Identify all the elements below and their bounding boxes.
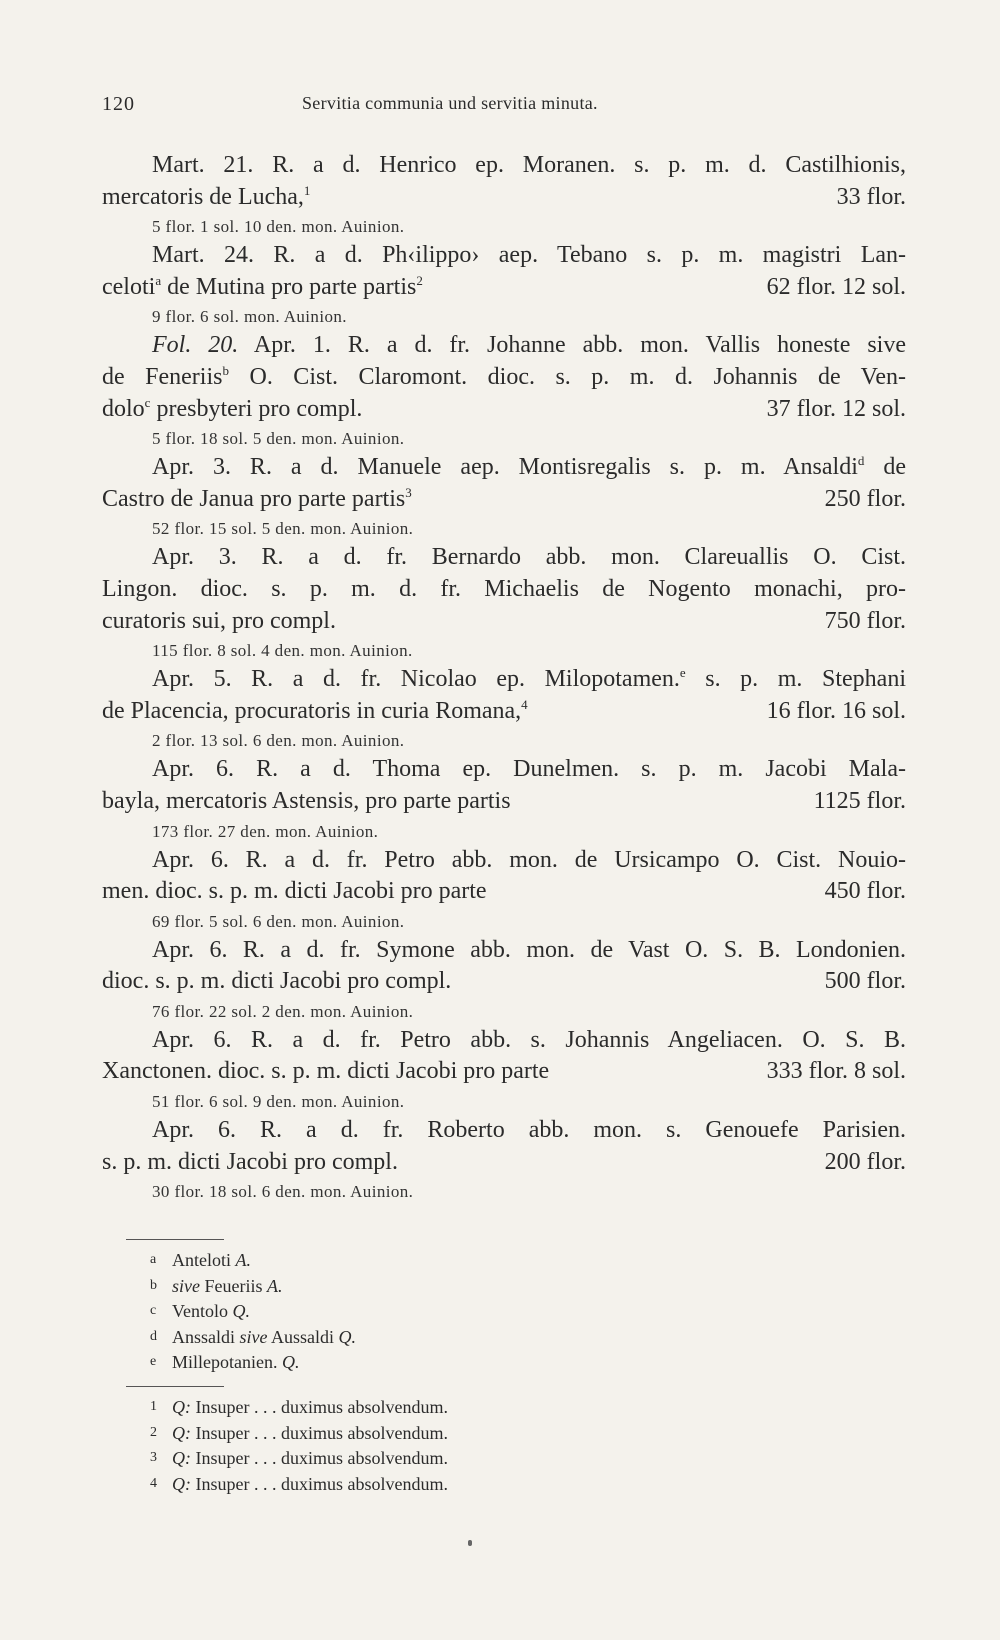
line-text: de Feneriis	[102, 363, 223, 390]
entry-line	[102, 574, 906, 606]
line-text: Castro de Janua pro parte partis	[102, 485, 406, 512]
footnote	[150, 1349, 650, 1375]
minuta-amount: 115 flor. 8 sol. 4 den. mon. Auinion.	[152, 641, 413, 661]
entry-line	[102, 876, 906, 908]
footnote-text: Millepotanien.	[172, 1352, 282, 1372]
note-marker: b	[222, 362, 229, 378]
entry-line	[102, 182, 906, 214]
footnote-marker: 4	[150, 1475, 157, 1491]
footnote-text: Q:	[172, 1448, 191, 1468]
explanatory-notes	[150, 1394, 650, 1496]
entry-text	[102, 606, 336, 638]
entry-line	[102, 362, 906, 394]
line-text: mercatoris de Lucha,	[102, 183, 304, 210]
folio-reference: Fol. 20.	[152, 332, 239, 359]
minuta-amount: 2 flor. 13 sol. 6 den. mon. Auinion.	[152, 731, 405, 751]
amount: 250 flor.	[824, 485, 906, 512]
line-text: O. Cist. Claromont. dioc. s. p. m. d. Johannis de Ven-	[228, 363, 906, 390]
entry-text	[102, 1147, 398, 1179]
minuta-amount: 173 flor. 27 den. mon. Auinion.	[152, 821, 379, 841]
entry-line	[102, 966, 906, 998]
entry-line	[102, 394, 906, 426]
line-text: s. p. m. dicti Jacobi pro compl.	[102, 1148, 398, 1175]
minuta-amount: 52 flor. 15 sol. 5 den. mon. Auinion.	[152, 519, 414, 539]
entry-text	[102, 876, 487, 908]
footnote-marker: 1	[150, 1399, 157, 1414]
footnote	[150, 1420, 650, 1446]
footnote-marker: d	[150, 1328, 157, 1344]
page-number: 120	[102, 93, 135, 115]
minuta-amount: 51 flor. 6 sol. 9 den. mon. Auinion.	[152, 1092, 405, 1112]
footnote-text: Feueriis	[199, 1275, 267, 1296]
entry-text	[152, 756, 906, 782]
line-text: Apr. 3. R. a d. Manuele aep. Montisregalis s. p. m. Ansaldi	[152, 454, 858, 481]
line-text: Apr. 3. R. a d. fr. Bernardo abb. mon. Clareuallis O. Cist.	[152, 544, 906, 571]
entry-text	[102, 966, 451, 998]
line-text: de	[864, 454, 906, 481]
entry	[102, 1115, 906, 1205]
note-marker: a	[155, 272, 162, 288]
entry	[102, 935, 906, 1025]
entry-text	[102, 364, 906, 390]
note-marker: 2	[416, 272, 423, 288]
entry-line	[102, 696, 906, 728]
entry-text	[102, 786, 511, 818]
line-text: Xanctonen. dioc. s. p. m. dicti Jacobi pro parte	[102, 1058, 550, 1085]
line-text: s. p. m. Stephani	[685, 666, 907, 693]
amount: 200 flor.	[824, 1148, 906, 1175]
entry-line	[102, 1056, 906, 1088]
amount: 333 flor. 8 sol.	[766, 1058, 906, 1085]
footnote	[150, 1445, 650, 1471]
footnote-text: A.	[266, 1275, 283, 1296]
entry	[102, 845, 906, 935]
amount: 33 flor.	[836, 183, 906, 210]
entry	[102, 542, 906, 664]
footnote-text: Ventolo	[172, 1301, 233, 1321]
entry	[102, 150, 906, 240]
entry-line	[102, 606, 906, 638]
line-text: Apr. 6. R. a d. fr. Petro abb. mon. de Ursicampo O. Cist. Nouio-	[152, 846, 906, 873]
note-marker: e	[679, 665, 686, 681]
textual-notes	[150, 1247, 650, 1375]
minuta-amount: 69 flor. 5 sol. 6 den. mon. Auinion.	[152, 911, 405, 931]
line-text: Apr. 6. R. a d. Thoma ep. Dunelmen. s. p. m. Jacobi Mala-	[152, 756, 906, 783]
footnote-text: sive	[239, 1326, 268, 1347]
entry-line	[102, 845, 906, 877]
line-text: bayla, mercatoris Astensis, pro parte partis	[102, 787, 511, 814]
entries-list	[102, 150, 906, 1205]
entry-text	[152, 544, 906, 570]
entry-text	[102, 182, 310, 214]
line-text: Mart. 24. R. a d. Ph‹ilippo› aep. Tebano s. p. m. magistri Lan-	[152, 242, 906, 269]
entry-line	[102, 664, 906, 696]
line-text: de Placencia, procuratoris in curia Romana,	[102, 697, 522, 724]
footnote-text: A.	[235, 1250, 251, 1270]
entry	[102, 1025, 906, 1115]
footnote-text: Insuper . . . duximus absolvendum.	[191, 1422, 448, 1443]
line-text: men. dioc. s. p. m. dicti Jacobi pro parte	[102, 878, 487, 905]
minuta-amount: 9 flor. 6 sol. mon. Auinion.	[152, 307, 347, 327]
minuta-amount: 5 flor. 1 sol. 10 den. mon. Auinion.	[152, 217, 405, 237]
footnote-text: Q:	[172, 1397, 191, 1417]
footnote-text: Q:	[172, 1422, 191, 1443]
amount: 750 flor.	[824, 607, 906, 634]
footnote	[150, 1471, 650, 1497]
entry-text	[152, 242, 906, 268]
entry-line	[102, 330, 906, 362]
footnote-divider	[126, 1239, 224, 1240]
footnote	[150, 1394, 650, 1420]
note-marker: 3	[405, 484, 412, 500]
note-marker: d	[857, 453, 865, 469]
entry-line	[102, 150, 906, 182]
footnote-marker: 2	[150, 1424, 157, 1440]
entry-line	[102, 484, 906, 516]
footnote-marker: b	[150, 1277, 157, 1293]
note-marker: 1	[303, 182, 311, 198]
entry	[102, 452, 906, 542]
entry-text	[152, 666, 906, 692]
footnote-text: Aussaldi	[267, 1326, 339, 1347]
amount: 62 flor. 12 sol.	[766, 273, 906, 300]
line-text: Lingon. dioc. s. p. m. d. fr. Michaelis de Nogento monachi, pro-	[102, 575, 906, 602]
running-head	[102, 93, 906, 119]
line-text: Apr. 5. R. a d. fr. Nicolao ep. Milopotamen.	[152, 666, 680, 693]
line-text: Apr. 6. R. a d. fr. Roberto abb. mon. s. Genouefe Parisien.	[152, 1117, 906, 1144]
footnote	[150, 1273, 650, 1299]
line-text: dioc. s. p. m. dicti Jacobi pro compl.	[102, 968, 452, 995]
footnote-marker: a	[150, 1252, 157, 1267]
entry-text	[152, 1117, 906, 1143]
line-text: celoti	[102, 273, 156, 300]
entry-line	[102, 786, 906, 818]
line-text: Apr. 1. R. a d. fr. Johanne abb. mon. Vallis honeste sive	[238, 332, 907, 359]
entry-line	[102, 240, 906, 272]
footnote-marker: 3	[150, 1450, 157, 1465]
entry-text	[152, 937, 906, 963]
line-text: curatoris sui, pro compl.	[102, 607, 336, 634]
footnote-text: Insuper . . . duximus absolvendum.	[191, 1473, 448, 1494]
minuta-amount: 76 flor. 22 sol. 2 den. mon. Auinion.	[152, 1001, 414, 1021]
footnote-divider	[126, 1386, 224, 1387]
footnote-text: Insuper . . . duximus absolvendum.	[191, 1448, 448, 1468]
footnote-text: sive	[172, 1275, 200, 1296]
entry-text	[102, 272, 423, 304]
footnote	[150, 1324, 650, 1350]
amount: 1125 flor.	[813, 787, 906, 814]
entry-line	[102, 1147, 906, 1179]
entry-text	[102, 696, 528, 728]
line-text: Apr. 6. R. a d. fr. Symone abb. mon. de Vast O. S. B. Londonien.	[152, 936, 906, 963]
footnote	[150, 1247, 650, 1273]
line-text: Mart. 21. R. a d. Henrico ep. Moranen. s. p. m. d. Castilhionis,	[152, 152, 906, 178]
entry-text	[102, 1056, 549, 1088]
note-marker: c	[144, 394, 151, 410]
minuta-amount: 30 flor. 18 sol. 6 den. mon. Auinion.	[152, 1182, 414, 1202]
line-text: Apr. 6. R. a d. fr. Petro abb. s. Johannis Angeliacen. O. S. B.	[152, 1026, 906, 1053]
entry-line	[102, 542, 906, 574]
entry-line	[102, 452, 906, 484]
line-text: presbyteri pro compl.	[150, 395, 363, 422]
entry-text	[152, 847, 906, 873]
entry	[102, 240, 906, 330]
entry-line	[102, 754, 906, 786]
footnote	[150, 1298, 650, 1324]
footnote-text: Q.	[281, 1352, 300, 1372]
entry-text	[102, 576, 906, 602]
footnote-text: Anssaldi	[172, 1326, 240, 1347]
footnote-text: Q.	[232, 1301, 250, 1321]
page-blemish	[468, 1540, 472, 1546]
entry-text	[152, 332, 906, 358]
note-marker: 4	[521, 696, 528, 712]
entry	[102, 330, 906, 452]
amount: 37 flor. 12 sol.	[766, 395, 906, 422]
line-text: dolo	[102, 395, 145, 422]
footnote-marker: c	[150, 1303, 157, 1318]
minuta-amount: 5 flor. 18 sol. 5 den. mon. Auinion.	[152, 429, 405, 449]
entry-text	[102, 394, 362, 426]
entry-line	[102, 272, 906, 304]
footnote-text: Insuper . . . duximus absolvendum.	[191, 1397, 448, 1417]
entry-text	[152, 454, 906, 480]
entry-text	[152, 152, 906, 178]
footnote-text: Q.	[338, 1326, 356, 1347]
footnote-text: Q:	[172, 1473, 191, 1494]
footnote-text: Anteloti	[172, 1250, 236, 1270]
entry-line	[102, 1115, 906, 1147]
running-title: Servitia communia und servitia minuta.	[302, 93, 598, 113]
entry	[102, 754, 906, 844]
amount: 450 flor.	[824, 878, 906, 905]
entry-text	[102, 484, 412, 516]
entry-text	[152, 1027, 906, 1053]
entry	[102, 664, 906, 754]
amount: 500 flor.	[824, 968, 906, 995]
footnote-marker: e	[150, 1354, 157, 1369]
line-text: de Mutina pro parte partis	[161, 273, 417, 300]
amount: 16 flor. 16 sol.	[766, 697, 906, 724]
entry-line	[102, 935, 906, 967]
entry-line	[102, 1025, 906, 1057]
